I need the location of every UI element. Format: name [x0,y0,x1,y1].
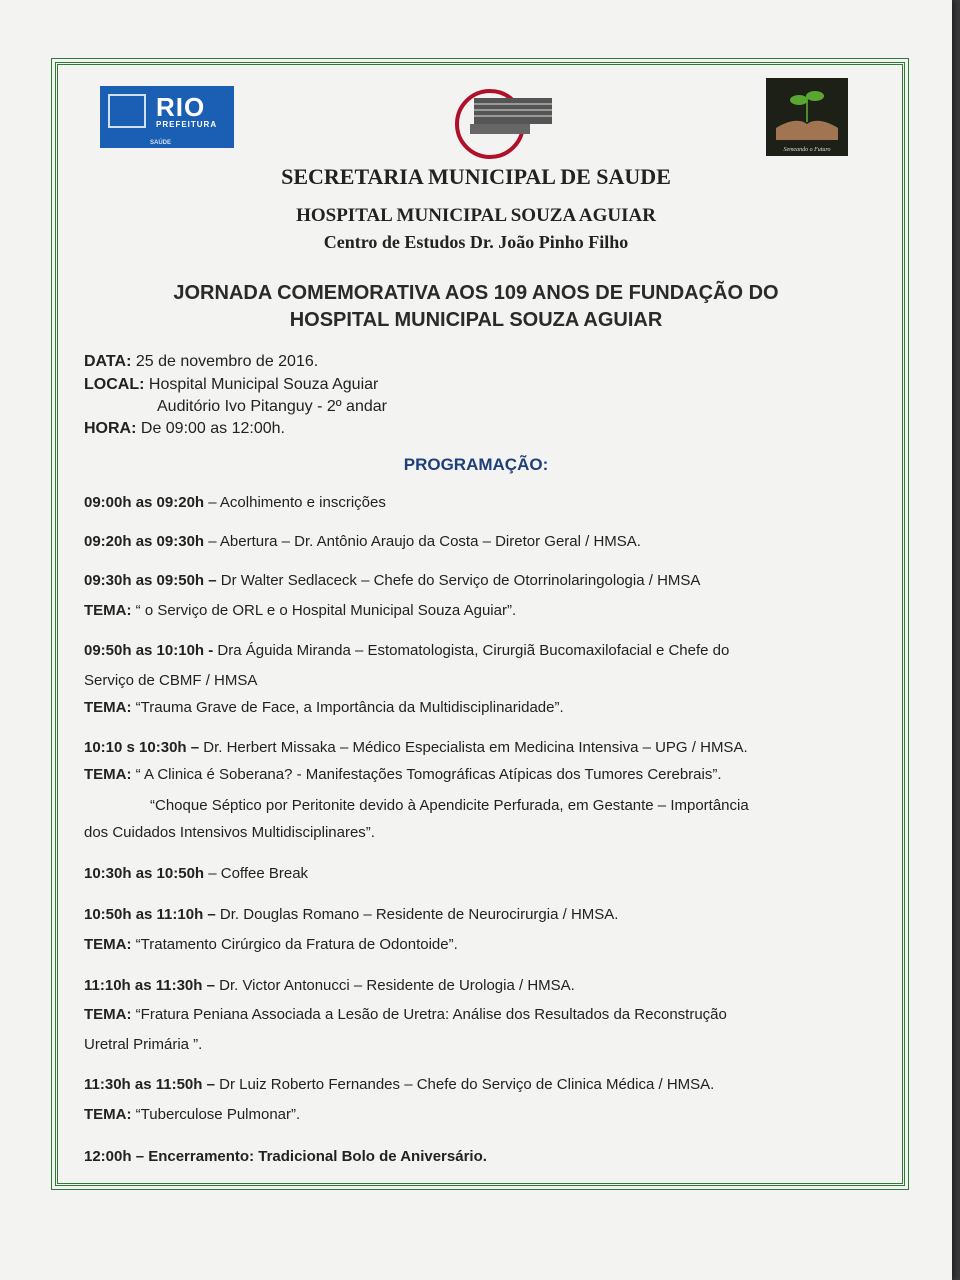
schedule-tema-cont: dos Cuidados Intensivos Multidisciplinares”. [84,824,375,841]
info-data: DATA: 25 de novembro de 2016. [84,353,319,370]
info-local: LOCAL: Hospital Municipal Souza Aguiar [84,376,379,393]
schedule-item: 09:00h as 09:20h – Acolhimento e inscrições [84,494,386,511]
schedule-tema: TEMA: “Tratamento Cirúrgico da Fratura de Odontoide”. [84,936,458,953]
schedule-tema-cont: Uretral Primária ”. [84,1036,203,1053]
schedule-tema: TEMA: “Trauma Grave de Face, a Importância da Multidisciplinaridade”. [84,699,564,716]
info-local-line2: Auditório Ivo Pitanguy - 2º andar [157,398,387,415]
hospital-heading: HOSPITAL MUNICIPAL SOUZA AGUIAR [296,205,656,226]
schedule-tema: TEMA: “ A Clinica é Soberana? - Manifestações Tomográficas Atípicas dos Tumores Cerebrais”. [84,766,722,783]
schedule-item: 10:50h as 11:10h – Dr. Douglas Romano – Residente de Neurocirurgia / HMSA. [84,906,619,923]
schedule-closing: 12:00h – Encerramento: Tradicional Bolo de Aniversário. [84,1148,487,1165]
schedule-tema: TEMA: “Tuberculose Pulmonar”. [84,1106,301,1123]
info-hora: HORA: De 09:00 as 12:00h. [84,420,285,437]
schedule-tema: TEMA: “ o Serviço de ORL e o Hospital Municipal Souza Aguiar”. [84,602,517,619]
schedule-item: 10:30h as 10:50h – Coffee Break [84,865,309,882]
rio-prefeitura-logo [100,86,234,148]
plant-seedling-icon [766,78,848,140]
schedule-tema-cont: “Choque Séptico por Peritonite devido à Apendicite Perfurada, em Gestante – Importância [150,797,749,814]
rio-logo-title: RIO [156,92,206,122]
centro-heading: Centro de Estudos Dr. João Pinho Filho [323,232,629,252]
programacao-heading: PROGRAMAÇÃO: [403,455,549,474]
rio-logo-dept: SAÚDE [150,140,172,146]
hospital-building-logo [452,86,570,162]
plant-hands-logo [766,78,848,156]
secretaria-heading: SECRETARIA MUNICIPAL DE SAUDE [281,164,671,189]
schedule-item: 11:10h as 11:30h – Dr. Victor Antonucci – Residente de Urologia / HMSA. [84,977,575,994]
schedule-item-cont: Serviço de CBMF / HMSA [84,672,258,689]
rio-logo-subtitle: PREFEITURA [156,120,218,129]
event-title-line1: JORNADA COMEMORATIVA AOS 109 ANOS DE FUNDAÇÃO DO [173,282,779,304]
event-title-line2: HOSPITAL MUNICIPAL SOUZA AGUIAR [289,309,663,331]
schedule-item: 09:30h as 09:50h – Dr Walter Sedlaceck – Chefe do Serviço de Otorrinolaringologia / HMSA [84,572,701,589]
schedule-item: 10:10 s 10:30h – Dr. Herbert Missaka – Médico Especialista em Medicina Intensiva – UPG / HMSA. [84,739,748,756]
schedule-tema: TEMA: “Fratura Peniana Associada a Lesão de Uretra: Análise dos Resultados da Reconstrução [84,1006,727,1023]
plant-logo-caption: Semeando o Futuro [783,147,831,153]
schedule-item: 09:50h as 10:10h - Dra Águida Miranda – Estomatologista, Cirurgiã Bucomaxilofacial e Chefe do [84,642,730,659]
rio-emblem-icon [108,94,146,128]
schedule-item: 09:20h as 09:30h – Abertura – Dr. Antônio Araujo da Costa – Diretor Geral / HMSA. [84,533,641,550]
schedule-item: 11:30h as 11:50h – Dr Luiz Roberto Fernandes – Chefe do Serviço de Clinica Médica / HMSA. [84,1076,715,1093]
